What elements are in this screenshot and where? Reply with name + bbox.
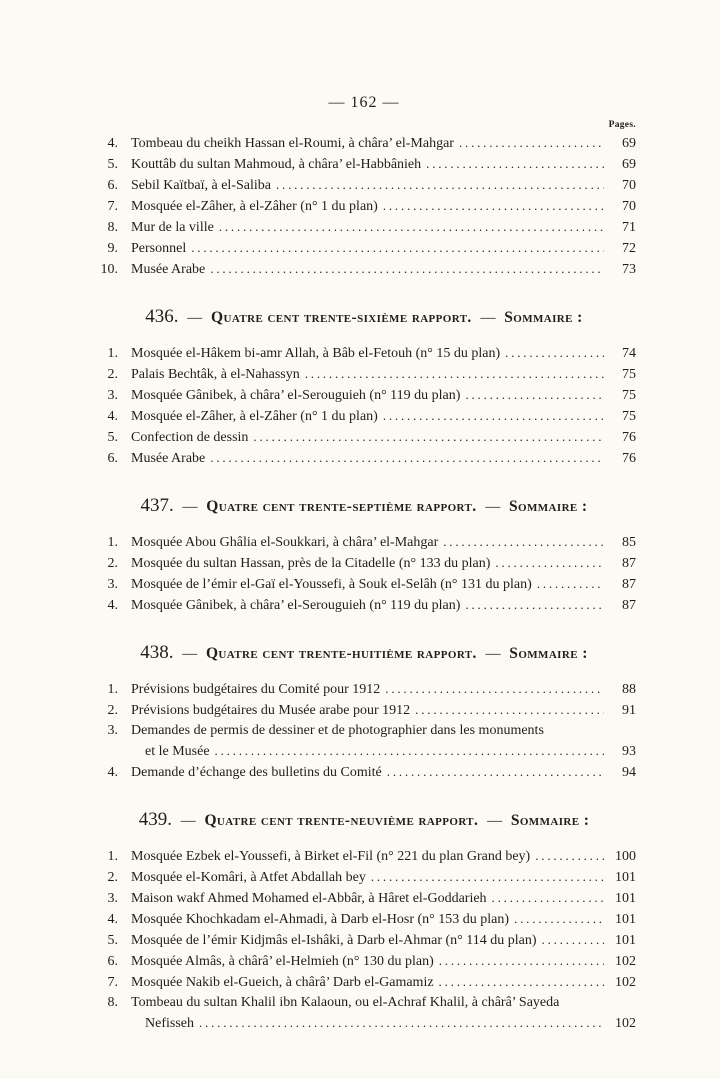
entry-number: 6. (107, 178, 118, 193)
toc-entry (92, 259, 636, 280)
entry-page: 76 (622, 430, 636, 445)
entry-page: 101 (615, 870, 636, 885)
entry-page: 87 (622, 598, 636, 613)
entry-number: 8. (107, 220, 118, 235)
dot-leader (215, 741, 604, 762)
dot-leader (459, 133, 604, 154)
dot-leader (305, 364, 604, 385)
entry-page: 70 (622, 199, 636, 214)
toc-entry (92, 364, 636, 385)
entry-number: 2. (107, 556, 118, 571)
dot-leader (443, 532, 604, 553)
toc-sections (92, 133, 636, 1034)
entry-page: 102 (615, 1016, 636, 1031)
separator-dash: — (483, 813, 506, 829)
entry-page: 101 (615, 891, 636, 906)
entry-text: Mosquée Almâs, à chârâ’ el-Helmieh (n° 130 du plan) (131, 954, 434, 969)
dot-leader (465, 595, 604, 616)
toc-entry (92, 846, 636, 867)
entry-number: 9. (107, 241, 118, 256)
entry-number: 4. (107, 409, 118, 424)
toc-entry (92, 574, 636, 595)
section-number: 436. (145, 306, 179, 327)
report-section (92, 495, 636, 616)
entry-page: 75 (622, 367, 636, 382)
entry-text: Mosquée Abou Ghâlia el-Soukkari, à châra’ el-Mahgar (131, 535, 439, 550)
entry-page: 102 (615, 954, 636, 969)
entry-text: Prévisions budgétaires du Musée arabe pour 1912 (131, 703, 411, 718)
entry-number: 1. (107, 346, 118, 361)
dot-leader (542, 930, 604, 951)
toc-entry (92, 867, 636, 888)
entry-number: 1. (107, 682, 118, 697)
entry-page: 69 (622, 157, 636, 172)
section-heading (92, 809, 636, 831)
entry-page: 101 (615, 912, 636, 927)
separator-dash: — (481, 646, 505, 662)
section-title: Quatre cent trente-sixième rapport. (211, 309, 472, 326)
section-heading (92, 306, 636, 328)
sommaire-label: Sommaire : (509, 645, 588, 662)
toc-entry (92, 448, 636, 469)
entry-text: Prévisions budgétaires du Comité pour 1912 (131, 682, 381, 697)
entry-page: 76 (622, 451, 636, 466)
entry-number: 5. (107, 933, 118, 948)
entry-text: Kouttâb du sultan Mahmoud, à châra’ el-Habbânieh (131, 157, 422, 172)
entry-page: 100 (615, 849, 636, 864)
entry-text: Tombeau du cheikh Hassan el-Roumi, à châra’ el-Mahgar (131, 136, 454, 151)
entry-text: Mosquée de l’émir el-Gaï el-Youssefi, à Souk el-Selâh (n° 131 du plan) (131, 577, 532, 592)
entry-page: 70 (622, 178, 636, 193)
section-title: Quatre cent trente-neuvième rapport. (204, 812, 479, 829)
section-number: 438. (140, 642, 174, 663)
report-section (92, 133, 636, 280)
entry-number: 4. (107, 136, 118, 151)
entry-page: 93 (622, 744, 636, 759)
entry-text: Mosquée el-Hâkem bi-amr Allah, à Bâb el-Fetouh (n° 15 du plan) (131, 346, 501, 361)
separator-dash: — (183, 310, 207, 326)
toc-entry (92, 406, 636, 427)
entry-number: 3. (107, 723, 118, 738)
entry-page: 87 (622, 556, 636, 571)
separator-dash: — (178, 499, 202, 515)
toc-entry (92, 679, 636, 700)
dot-leader (219, 217, 604, 238)
dot-leader (199, 1013, 604, 1034)
entry-text: Mosquée Khochkadam el-Ahmadi, à Darb el-Hosr (n° 153 du plan) (131, 912, 510, 927)
dot-leader (385, 679, 604, 700)
dot-leader (210, 259, 604, 280)
toc-entry (92, 762, 636, 783)
sommaire-label: Sommaire : (504, 309, 583, 326)
entry-number: 8. (107, 995, 118, 1010)
dot-leader (495, 553, 604, 574)
report-section (92, 642, 636, 783)
dot-leader (387, 762, 604, 783)
entry-text: Personnel (131, 241, 187, 256)
entry-number: 6. (107, 451, 118, 466)
dot-leader (371, 867, 604, 888)
entry-number: 10. (100, 262, 118, 277)
dot-leader (383, 196, 604, 217)
entry-page: 73 (622, 262, 636, 277)
section-number: 439. (138, 809, 172, 830)
section-heading (92, 642, 636, 664)
report-section (92, 809, 636, 1034)
dot-leader (415, 700, 604, 721)
entry-text: Mosquée Ezbek el-Youssefi, à Birket el-Fil (n° 221 du plan Grand bey) (131, 849, 531, 864)
entry-text: Sebil Kaïtbaï, à el-Saliba (131, 178, 271, 193)
dot-leader (505, 343, 604, 364)
entry-page: 101 (615, 933, 636, 948)
entry-text: Confection de dessin (131, 430, 249, 445)
dot-leader (492, 888, 604, 909)
section-title: Quatre cent trente-huitième rapport. (205, 645, 477, 662)
entry-page: 69 (622, 136, 636, 151)
entry-number: 7. (107, 199, 118, 214)
toc-entry-line-continued (92, 741, 636, 762)
toc-entry (92, 888, 636, 909)
toc-entry (92, 427, 636, 448)
entry-page: 91 (622, 703, 636, 718)
separator-dash: — (481, 499, 504, 515)
entry-number: 4. (107, 598, 118, 613)
entry-text: Demandes de permis de dessiner et de photographier dans les monuments (131, 723, 544, 738)
dot-leader (514, 909, 604, 930)
page-number: — 162 — (328, 94, 400, 111)
entry-number: 3. (107, 891, 118, 906)
entry-page: 85 (622, 535, 636, 550)
dot-leader (276, 175, 604, 196)
entry-text: Mosquée el-Komâri, à Atfet Abdallah bey (131, 870, 366, 885)
entry-text: Musée Arabe (131, 451, 206, 466)
entry-text: Musée Arabe (131, 262, 206, 277)
entry-number: 4. (107, 765, 118, 780)
entry-number: 2. (107, 367, 118, 382)
entry-number: 1. (107, 535, 118, 550)
toc-entry (92, 553, 636, 574)
entry-text: Tombeau du sultan Khalil ibn Kalaoun, ou el-Achraf Khalil, à chârâ’ Sayeda (131, 995, 560, 1010)
separator-dash: — (176, 813, 200, 829)
dot-leader (535, 846, 604, 867)
toc-entry (92, 532, 636, 553)
toc-entry (92, 175, 636, 196)
toc-entry (92, 951, 636, 972)
toc-entry (92, 595, 636, 616)
entry-text: Mosquée Gânibek, à châra’ el-Serouguieh (n° 119 du plan) (131, 598, 461, 613)
dot-leader (537, 574, 604, 595)
entry-page: 75 (622, 388, 636, 403)
sommaire-label: Sommaire : (509, 498, 588, 515)
section-number: 437. (140, 495, 174, 516)
entry-text: Maison wakf Ahmed Mohamed el-Abbâr, à Hâret el-Goddarieh (131, 891, 487, 906)
entry-page: 87 (622, 577, 636, 592)
toc-entry (92, 196, 636, 217)
toc-entry (92, 930, 636, 951)
entry-text: Mosquée de l’émir Kidjmâs el-Ishâki, à Darb el-Ahmar (n° 114 du plan) (131, 933, 537, 948)
toc-entry (92, 972, 636, 993)
toc-entry (92, 154, 636, 175)
toc-entry (92, 343, 636, 364)
entry-text-continued: et le Musée (145, 744, 210, 759)
entry-page: 94 (622, 765, 636, 780)
toc-entry (92, 700, 636, 721)
toc-entry-line (92, 993, 636, 1013)
dot-leader (439, 951, 604, 972)
entry-text-continued: Nefisseh (145, 1016, 194, 1031)
entry-text: Mosquée el-Zâher, à el-Zâher (n° 1 du plan) (131, 409, 378, 424)
dot-leader (253, 427, 604, 448)
entry-text: Mosquée Gânibek, à châra’ el-Serouguieh (n° 119 du plan) (131, 388, 461, 403)
toc-entry (92, 909, 636, 930)
entry-number: 7. (107, 975, 118, 990)
entry-page: 72 (622, 241, 636, 256)
toc-entry (92, 385, 636, 406)
entry-number: 3. (107, 388, 118, 403)
sommaire-label: Sommaire : (510, 812, 590, 829)
entry-text: Mosquée Nakib el-Gueich, à chârâ’ Darb el-Gamamiz (131, 975, 434, 990)
entry-number: 3. (107, 577, 118, 592)
toc-entry (92, 217, 636, 238)
entry-page: 71 (622, 220, 636, 235)
pages-column-label: Pages. (608, 120, 636, 130)
dot-leader (426, 154, 604, 175)
entry-number: 4. (107, 912, 118, 927)
toc-entry-line (92, 721, 636, 741)
section-heading (92, 495, 636, 517)
entry-number: 5. (107, 157, 118, 172)
entry-number: 2. (107, 870, 118, 885)
toc-entry (92, 133, 636, 154)
toc-entry (92, 238, 636, 259)
entry-text: Mur de la ville (131, 220, 214, 235)
entry-text: Demande d’échange des bulletins du Comité (131, 765, 382, 780)
entry-text: Mosquée du sultan Hassan, près de la Citadelle (n° 133 du plan) (131, 556, 491, 571)
entry-page: 74 (622, 346, 636, 361)
report-section (92, 306, 636, 469)
entry-page: 102 (615, 975, 636, 990)
entry-number: 5. (107, 430, 118, 445)
entry-text: Palais Bechtâk, à el-Nahassyn (131, 367, 300, 382)
separator-dash: — (178, 646, 201, 662)
toc-entry-line-continued (92, 1013, 636, 1034)
entry-text: Mosquée el-Zâher, à el-Zâher (n° 1 du plan) (131, 199, 378, 214)
dot-leader (210, 448, 604, 469)
dot-leader (439, 972, 604, 993)
entry-number: 6. (107, 954, 118, 969)
section-title: Quatre cent trente-septième rapport. (206, 498, 477, 515)
entry-page: 75 (622, 409, 636, 424)
entry-number: 1. (107, 849, 118, 864)
separator-dash: — (476, 310, 500, 326)
entry-number: 2. (107, 703, 118, 718)
entry-page: 88 (622, 682, 636, 697)
dot-leader (383, 406, 604, 427)
dot-leader (465, 385, 604, 406)
dot-leader (191, 238, 604, 259)
